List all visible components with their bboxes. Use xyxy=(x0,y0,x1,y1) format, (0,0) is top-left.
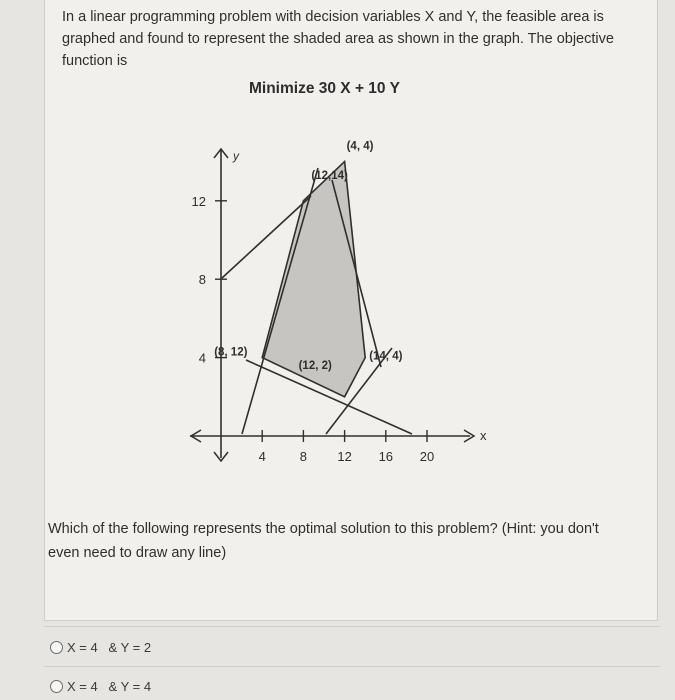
y-axis-label: y xyxy=(233,149,239,163)
vertex-label: (14, 4) xyxy=(369,350,403,363)
problem-intro: In a linear programming problem with decision variables X and Y, the feasible area is graphed and found to represent the shaded area as shown in the graph. The objective function is xyxy=(62,9,614,69)
answer-option-label: X = 4 & Y = 4 xyxy=(67,679,152,694)
y-tick-label: 4 xyxy=(198,350,206,366)
x-tick-label: 8 xyxy=(299,449,308,464)
answer-option-label: X = 4 & Y = 2 xyxy=(67,640,152,655)
answer-option-1[interactable] xyxy=(50,640,151,655)
vertex-label: (8, 12) xyxy=(214,346,248,359)
x-tick-label: 20 xyxy=(419,449,435,464)
option-divider xyxy=(44,626,660,627)
radio-icon[interactable] xyxy=(50,680,63,693)
y-tick-label: 12 xyxy=(191,193,206,209)
y-tick-label: 8 xyxy=(198,272,206,288)
x-tick-label: 4 xyxy=(258,449,266,464)
x-axis-label: x xyxy=(480,428,487,443)
vertex-label: (12, 2) xyxy=(298,359,332,372)
answer-option-2[interactable] xyxy=(50,679,151,694)
objective-function: Minimize 30 X + 10 Y xyxy=(249,80,400,97)
x-tick-label: 12 xyxy=(337,449,352,464)
vertex-label: (12,14) xyxy=(311,169,348,182)
radio-icon[interactable] xyxy=(50,641,63,654)
x-tick-label: 16 xyxy=(378,449,394,464)
question-text: Which of the following represents the optimal solution to this problem? (Hint: you don't even need to draw any line) xyxy=(48,521,599,561)
option-divider xyxy=(44,666,660,667)
vertex-label: (4, 4) xyxy=(346,140,374,153)
